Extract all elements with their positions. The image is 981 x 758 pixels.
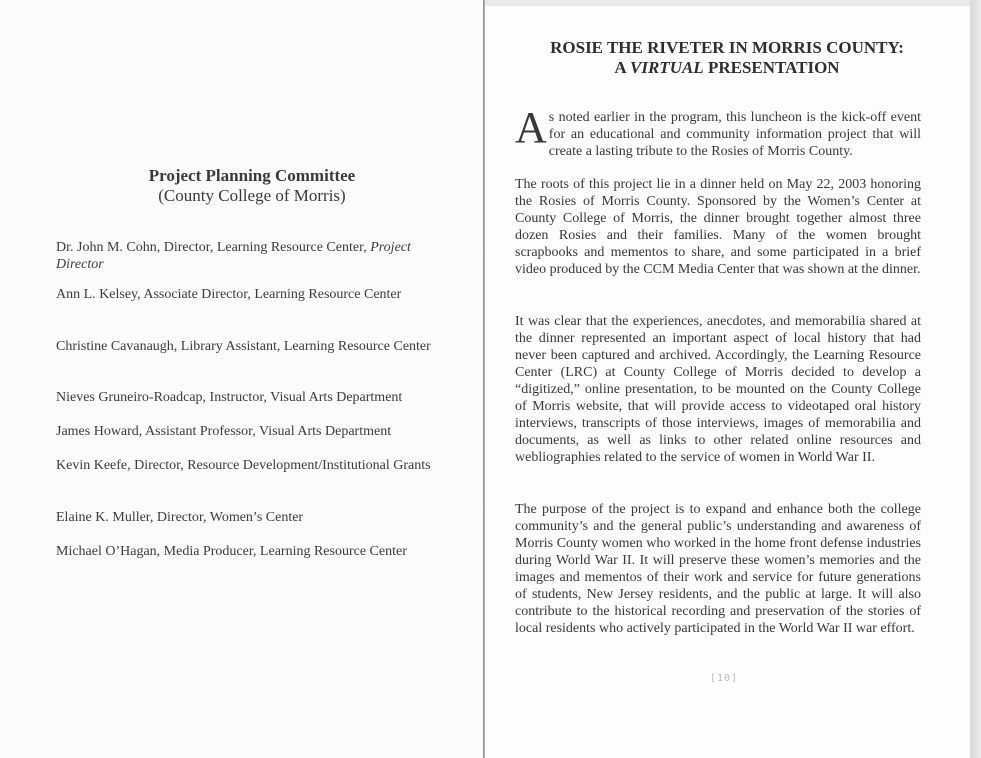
right-page xyxy=(484,6,970,758)
drop-cap: A xyxy=(515,103,547,152)
title-italic-word: VIRTUAL xyxy=(630,58,704,77)
committee-title: Project Planning Committee xyxy=(148,166,356,185)
left-page xyxy=(0,0,484,758)
member-text: Christine Cavanaugh, Library Assistant, Learning Resource Center xyxy=(56,339,431,354)
member-text: James Howard, Assistant Professor, Visual Arts Department xyxy=(56,424,392,439)
committee-member xyxy=(56,423,446,440)
member-text: Kevin Keefe, Director, Resource Development/Institutional Grants xyxy=(56,458,431,473)
title-line-1: ROSIE THE RIVETER IN MORRIS COUNTY: xyxy=(550,38,904,57)
committee-member xyxy=(56,286,446,303)
title-suffix: PRESENTATION xyxy=(703,58,840,77)
page-edge xyxy=(970,0,981,758)
committee-subtitle: (County College of Morris) xyxy=(158,186,346,205)
paragraph-history: It was clear that the experiences, anecdotes, and memorabilia shared at the dinner represented an important aspect of local history that had never been captured and archived. Accordingly, the Learning Resource Center (LRC) at County College of Morris decided to develop a “digitized,” online presentation, to be mounted on the County College of Morris website, that will provide access to videotaped oral history interviews, transcripts of those interviews, images of memorabilia and documents, as well as links to other related online resources and webliographies related to the service of women in World War II. xyxy=(515,314,921,465)
member-role-italic: Project Director xyxy=(56,240,411,272)
presentation-title xyxy=(484,38,970,78)
committee-member xyxy=(56,389,446,406)
committee-member xyxy=(56,457,446,474)
member-text: Dr. John M. Cohn, Director, Learning Resource Center, xyxy=(56,240,371,255)
member-text: Michael O’Hagan, Media Producer, Learning Resource Center xyxy=(56,544,407,559)
committee-member xyxy=(56,509,446,526)
member-text: Elaine K. Muller, Director, Women’s Center xyxy=(56,510,304,525)
committee-member xyxy=(56,543,446,560)
paragraph-purpose: The purpose of the project is to expand and enhance both the college community’s and the general public’s understanding and awareness of Morris County women who worked in the home front defense industries during World War II. It will preserve these women’s memories and the images and mementos of their work and service for future generations of students, New Jersey residents, and the public at large. It will also contribute to the historical recording and preservation of the stories of local residents who actively participated in the World War II war effort. xyxy=(515,502,921,636)
paragraph-1-text: s noted earlier in the program, this luncheon is the kick-off event for an educational and community information project that will create a lasting tribute to the Rosies of Morris County. xyxy=(548,110,921,159)
title-line-2 xyxy=(484,58,970,78)
binding-gutter xyxy=(483,0,485,758)
paragraph-roots: The roots of this project lie in a dinner held on May 22, 2003 honoring the Rosies of Morris County. Sponsored by the Women’s Center at County College of Morris, the dinner brought together almost three dozen Rosies and their families. Many of the women brought scrapbooks and mementos to share, and some participated in a brief video produced by the CCM Media Center that was shown at the dinner. xyxy=(515,177,921,277)
member-text: Nieves Gruneiro-Roadcap, Instructor, Visual Arts Department xyxy=(56,390,403,405)
committee-member xyxy=(56,338,446,355)
paragraph-intro xyxy=(515,103,921,160)
page-number: [10] xyxy=(709,673,739,684)
title-prefix: A xyxy=(614,58,631,77)
committee-member xyxy=(56,239,446,273)
member-text: Ann L. Kelsey, Associate Director, Learning Resource Center xyxy=(56,287,402,302)
